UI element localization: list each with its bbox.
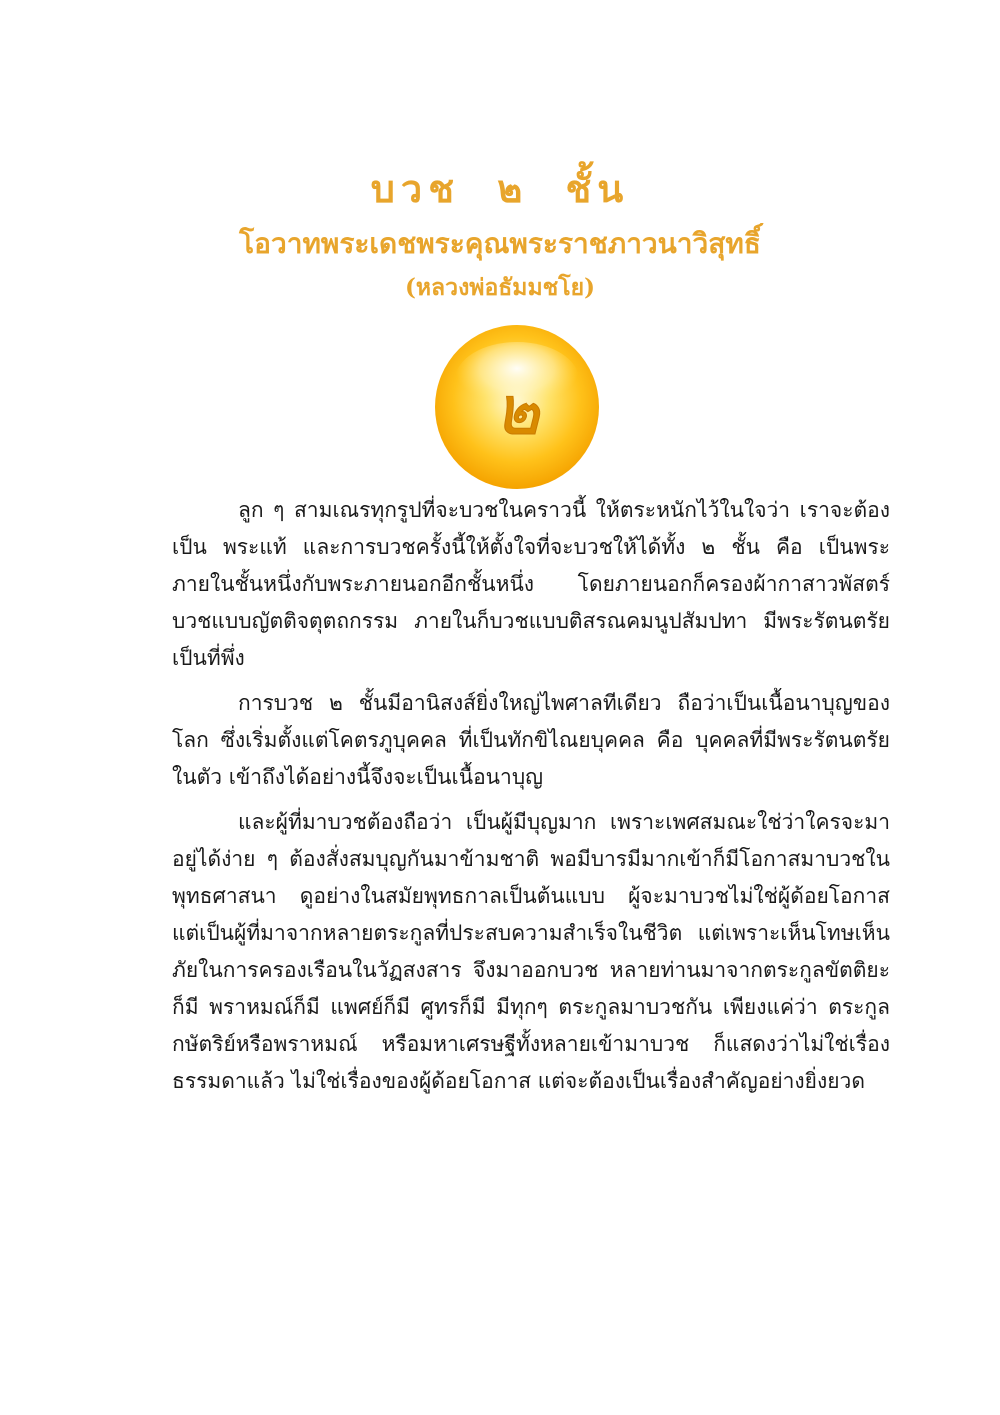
author-line: (หลวงพ่อธัมมชโย) xyxy=(405,274,595,301)
sun-emblem-icon xyxy=(432,322,602,492)
emblem-numeral: ๒ xyxy=(494,372,540,451)
paragraph-2: การบวช ๒ ชั้นมีอานิสงส์ยิ่งใหญ่ไพศาลทีเดียว ถือว่าเป็นเนื้อนาบุญของโลก ซึ่งเริ่มตั้งแต่โคตรภูบุคคล ที่เป็นทักขิไณยบุคคล คือ บุคคลที่มีพระรัตนตรัยในตัว เข้าถึงได้อย่างนี้จึงจะเป็นเนื้อนาบุญ xyxy=(172,691,890,789)
paragraph-3: และผู้ที่มาบวชต้องถือว่า เป็นผู้มีบุญมาก เพราะเพศสมณะใช่ว่าใครจะมาอยู่ได้ง่าย ๆ ต้องสั่งสมบุญกันมาข้ามชาติ พอมีบารมีมากเข้าก็มีโอกาสมาบวชในพุทธศาสนา ดูอย่างในสมัยพุทธกาลเป็นต้นแบบ ผู้จะมาบวชไม่ใช่ผู้ด้อยโอกาส แต่เป็นผู้ที่มาจากหลายตระกูลที่ประสบความสำเร็จในชีวิต แต่เพราะเห็นโทษเห็นภัยในการครองเรือนในวัฏสงสาร จึงมาออกบวช หลายท่านมาจากตระกูลขัตติยะก็มี พราหมณ์ก็มี แพศย์ก็มี ศูทรก็มี มีทุกๆ ตระกูลมาบวชกัน เพียงแค่ว่า ตระกูลกษัตริย์หรือพราหมณ์ หรือมหาเศรษฐีทั้งหลายเข้ามาบวช ก็แสดงว่าไม่ใช่เรื่องธรรมดาแล้ว ไม่ใช่เรื่องของผู้ด้อยโอกาส แต่จะต้องเป็นเรื่องสำคัญอย่างยิ่งยวด xyxy=(172,810,890,1093)
page-subtitle: โอวาทพระเดชพระคุณพระราชภาวนาวิสุทธิ์ xyxy=(239,227,761,260)
paragraph-1: ลูก ๆ สามเณรทุกรูปที่จะบวชในคราวนี้ ให้ตระหนักไว้ในใจว่า เราจะต้องเป็น พระแท้ และการบวชครั้งนี้ให้ตั้งใจที่จะบวชให้ได้ทั้ง ๒ ชั้น คือ เป็นพระภายในชั้นหนึ่งกับพระภายนอกอีกชั้นหนึ่ง โดยภายนอกก็ครองผ้ากาสาวพัสตร์ บวชแบบญัตติจตุตถกรรม ภายในก็บวชแบบติสรณคมนูปสัมปทา มีพระรัตนตรัยเป็นที่พึ่ง xyxy=(172,498,890,670)
body-text xyxy=(172,492,890,1108)
page-title: บวช ๒ ชั้น xyxy=(370,166,630,211)
